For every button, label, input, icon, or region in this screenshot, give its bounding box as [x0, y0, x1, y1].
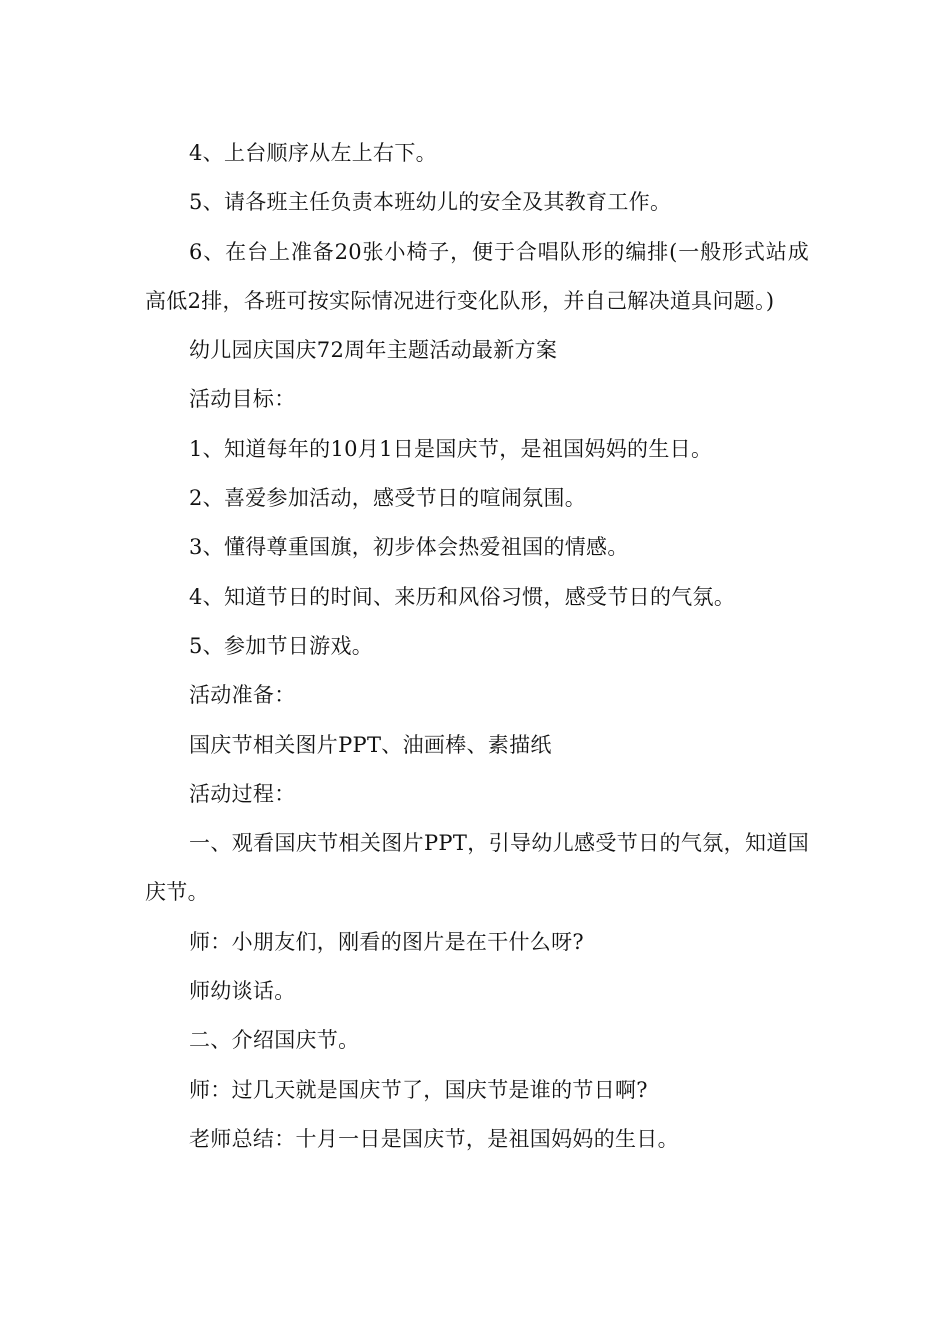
paragraph: 4、上台顺序从左上右下。	[189, 141, 437, 165]
paragraph: 老师总结：十月一日是国庆节，是祖国妈妈的生日。	[189, 1126, 679, 1151]
paragraph: 国庆节相关图片PPT、油画棒、素描纸	[189, 732, 552, 757]
section-label: 活动目标：	[189, 387, 296, 412]
paragraph: 5、请各班主任负责本班幼儿的安全及其教育工作。	[189, 190, 672, 215]
paragraph: 师：小朋友们，刚看的图片是在干什么呀?	[189, 929, 584, 954]
list-item: 1、知道每年的10月1日是国庆节，是祖国妈妈的生日。	[189, 436, 713, 461]
list-item: 3、懂得尊重国旗，初步体会热爱祖国的情感。	[189, 535, 629, 560]
paragraph: 师：过几天就是国庆节了，国庆节是谁的节日啊?	[189, 1077, 648, 1102]
paragraph: 一、观看国庆节相关图片PPT，引导幼儿感受节日的气氛，知道国庆节。	[145, 831, 809, 905]
section-label: 活动过程：	[189, 781, 296, 806]
section-label: 活动准备：	[189, 683, 296, 708]
list-item: 5、参加节日游戏。	[189, 633, 374, 658]
document-body	[145, 129, 809, 1164]
list-item: 2、喜爱参加活动，感受节日的喧闹氛围。	[189, 486, 587, 511]
section-heading: 幼儿园庆国庆72周年主题活动最新方案	[189, 338, 558, 363]
list-item: 4、知道节日的时间、来历和风俗习惯，感受节日的气氛。	[189, 584, 736, 609]
paragraph: 师幼谈话。	[189, 979, 296, 1004]
paragraph: 二、介绍国庆节。	[189, 1028, 360, 1053]
paragraph: 6、在台上准备20张小椅子，便于合唱队形的编排(一般形式站成高低2排，各班可按实际情况进行变化队形，并自己解决道具问题。)	[145, 239, 809, 313]
